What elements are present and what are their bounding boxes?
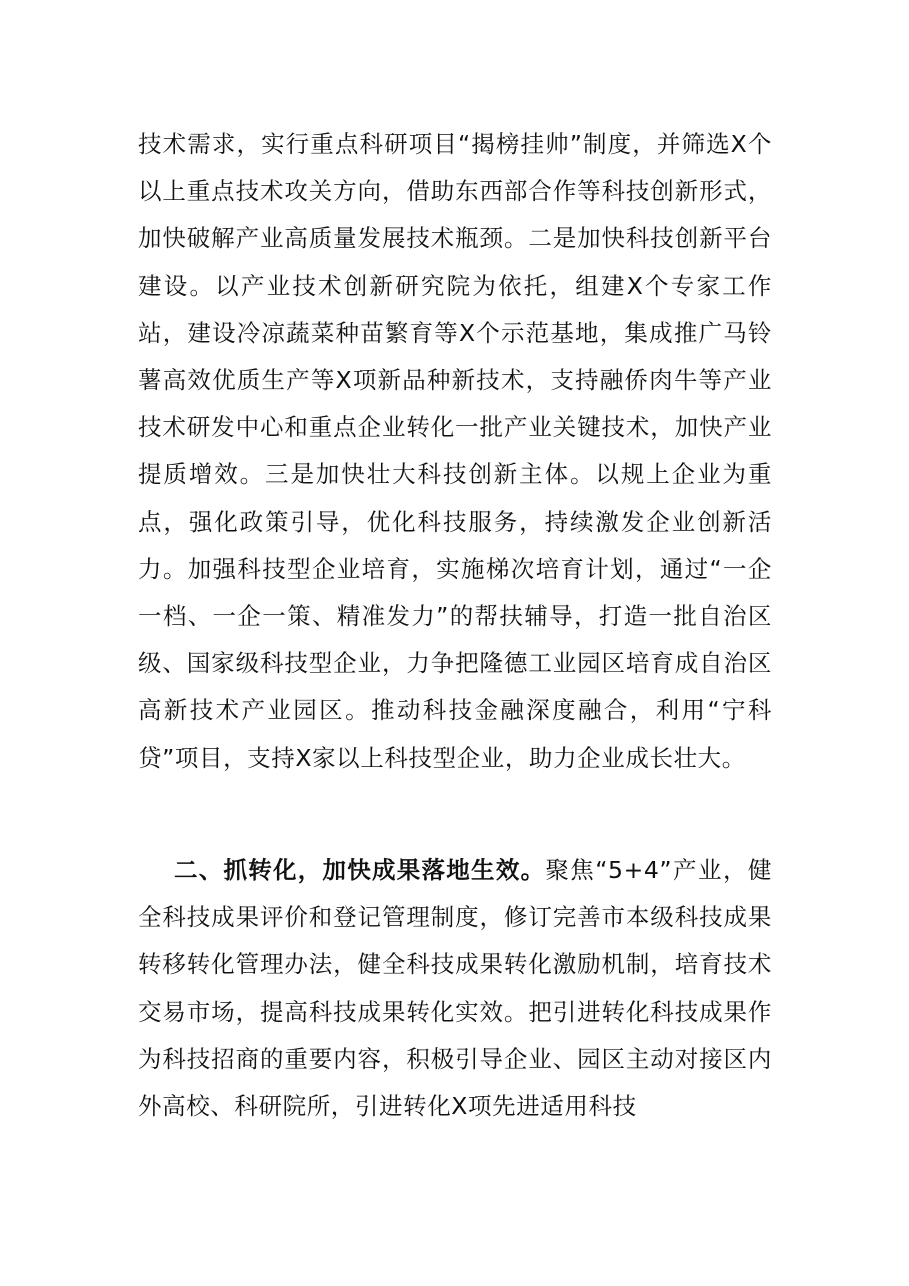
- paragraph-tech-innovation: 技术需求，实行重点科研项目“揭榜挂帅”制度，并筛选X个以上重点技术攻关方向，借助东西部合作等科技创新形式，加快破解产业高质量发展技术瓶颈。二是加快科技创新平台建设。以产业技术创新研究院为依托，组建X个专家工作站，建设冷凉蔬菜种苗繁育等X个示范基地，集成推广马铃薯高效优质生产等X项新品种新技术，支持融侨肉牛等产业技术研发中心和重点企业转化一批产业关键技术，加快产业提质增效。三是加快壮大科技创新主体。以规上企业为重点，强化政策引导，优化科技服务，持续激发企业创新活力。加强科技型企业培育，实施梯次培育计划，通过“一企一档、一企一策、精准发力”的帮扶辅导，打造一批自治区级、国家级科技型企业，力争把隆德工业园区培育成自治区高新技术产业园区。推动科技金融深度融合，利用“宁科贷”项目，支持X家以上科技型企业，助力企业成长壮大。: [138, 130, 772, 772]
- paragraph-achievement-transformation: [138, 847, 772, 1130]
- section-heading: 二、抓转化，加快成果落地生效。: [174, 856, 546, 884]
- paragraph-body: 聚焦“5+4”产业，健全科技成果评价和登记管理制度，修订完善市本级科技成果转移转化管理办法，健全科技成果转化激励机制，培育技术交易市场，提高科技成果转化实效。把引进转化科技成果作为科技招商的重要内容，积极引导企业、园区主动对接区内外高校、科研院所，引进转化X项先进适用科技: [138, 856, 772, 1121]
